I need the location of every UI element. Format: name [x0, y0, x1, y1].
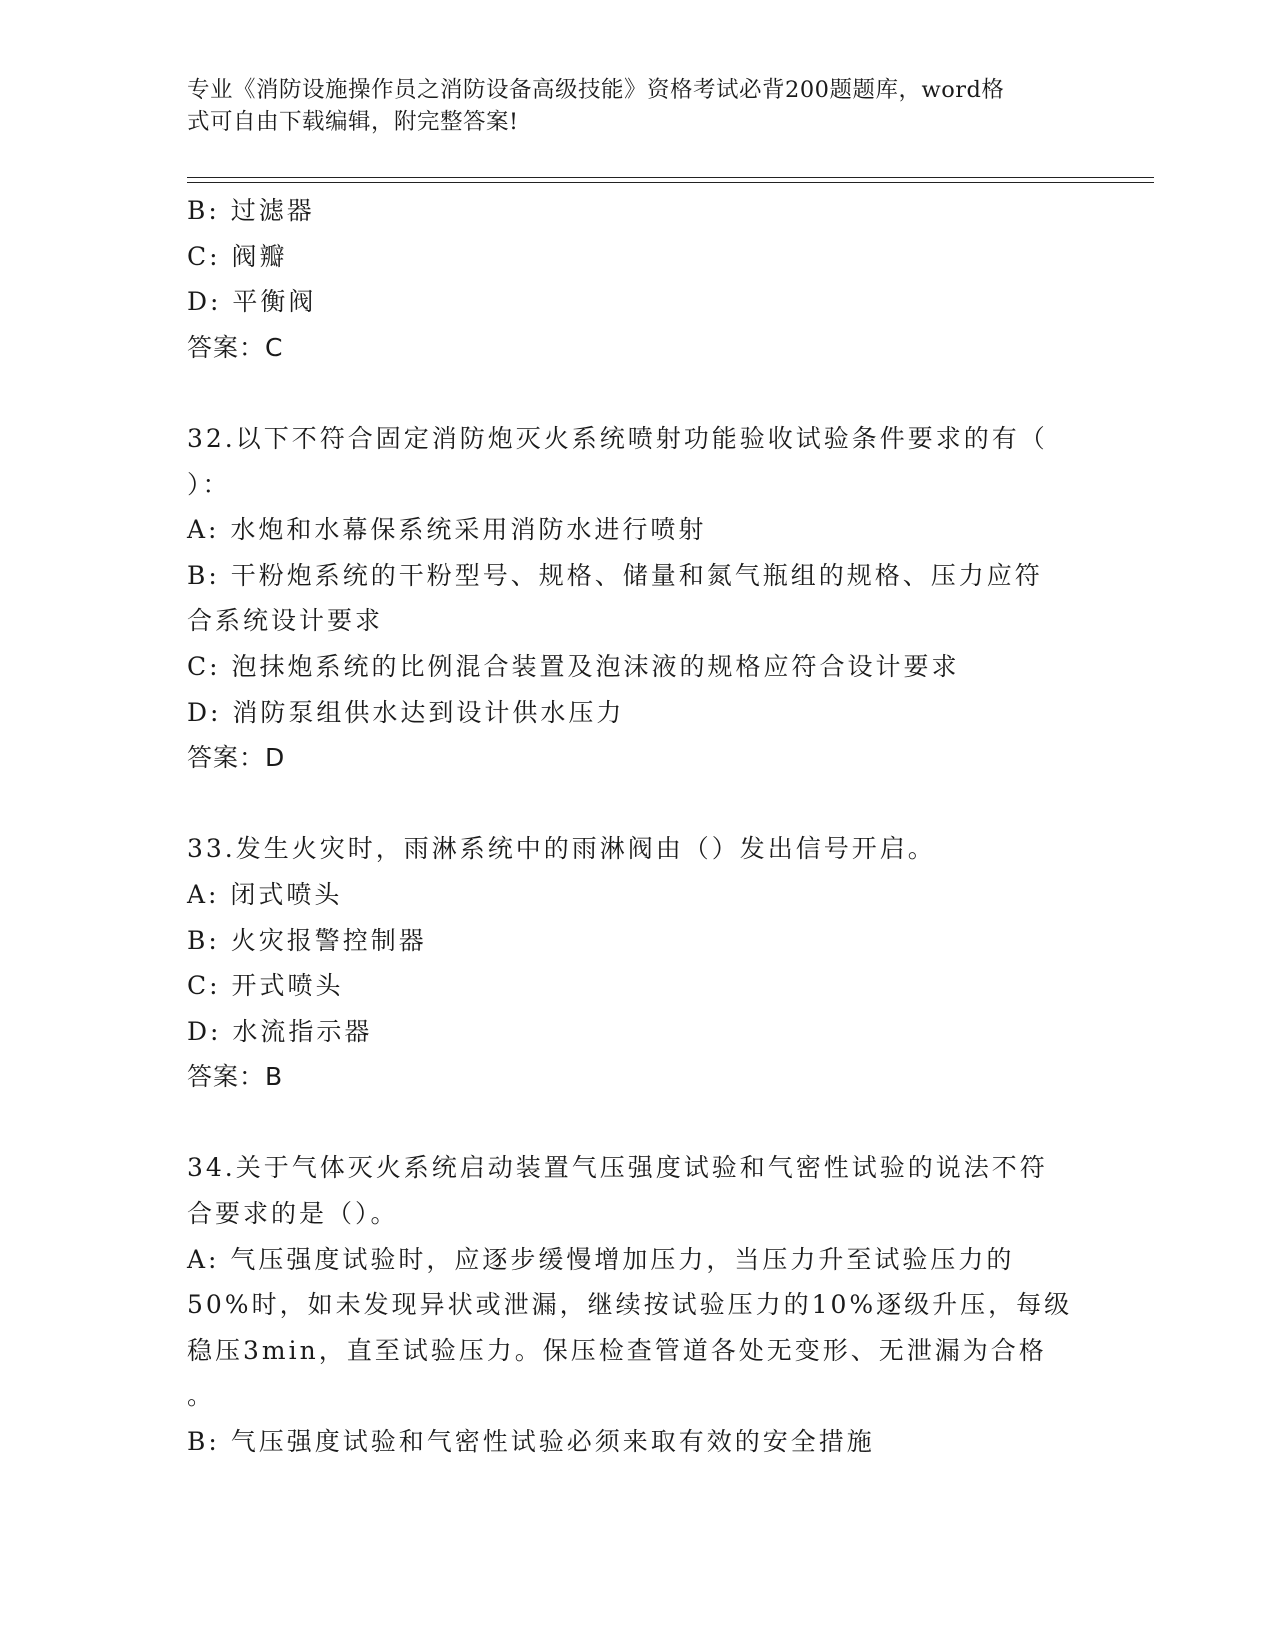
option-b: B: 火灾报警控制器: [187, 925, 427, 955]
question-34: [187, 1145, 1073, 1464]
answer-line: 答案：D: [187, 743, 286, 773]
question-list: [187, 188, 1073, 1465]
question-stem: 33.发生火灾时，雨淋系统中的雨淋阀由（）发出信号开启。: [187, 834, 936, 864]
answer-line: 答案：C: [187, 332, 284, 362]
option-c: C: 泡抹炮系统的比例混合装置及泡沫液的规格应符合设计要求: [187, 651, 960, 681]
option-a-continued: 稳压3min，直至试验压力。保压检查管道各处无变形、无泄漏为合格: [187, 1335, 1047, 1365]
header-divider: [187, 182, 1154, 183]
option-a-continued: 。: [187, 1381, 216, 1411]
header-divider: [187, 177, 1154, 178]
header-line: 式可自由下载编辑，附完整答案!: [187, 109, 519, 135]
option-b-continued: 合系统设计要求: [187, 606, 384, 636]
option-d: D: 平衡阀: [187, 287, 317, 317]
question-stem: 合要求的是（）。: [187, 1199, 399, 1229]
document-header: [187, 74, 1067, 138]
option-d: D: 水流指示器: [187, 1016, 373, 1046]
spacer: [187, 781, 1067, 827]
question-31-tail: [187, 188, 1067, 370]
option-b: B: 干粉炮系统的干粉型号、规格、储量和氮气瓶组的规格、压力应符: [187, 560, 1043, 590]
option-a-continued: 50%时，如未发现异状或泄漏，继续按试验压力的10%逐级升压，每级: [187, 1290, 1073, 1320]
option-d: D: 消防泵组供水达到设计供水压力: [187, 697, 625, 727]
question-stem: 32.以下不符合固定消防炮灭火系统喷射功能验收试验条件要求的有（: [187, 423, 1048, 453]
spacer: [187, 1100, 1067, 1146]
question-32: [187, 416, 1067, 781]
question-stem: 34.关于气体灭火系统启动装置气压强度试验和气密性试验的说法不符: [187, 1153, 1048, 1183]
option-c: C: 阀瓣: [187, 241, 288, 271]
question-33: [187, 826, 1067, 1100]
question-stem: ）：: [187, 469, 231, 499]
option-c: C: 开式喷头: [187, 971, 344, 1001]
option-a: A: 水炮和水幕保系统采用消防水进行喷射: [187, 515, 707, 545]
spacer: [187, 370, 1067, 416]
option-b: B: 气压强度试验和气密性试验必须来取有效的安全措施: [187, 1427, 875, 1457]
answer-line: 答案：B: [187, 1062, 284, 1092]
header-line: 专业《消防设施操作员之消防设备高级技能》资格考试必背200题题库，word格: [187, 77, 1005, 103]
option-a: A: 闭式喷头: [187, 879, 343, 909]
option-b: B: 过滤器: [187, 196, 315, 225]
option-a: A: 气压强度试验时，应逐步缓慢增加压力，当压力升至试验压力的: [187, 1244, 1015, 1274]
